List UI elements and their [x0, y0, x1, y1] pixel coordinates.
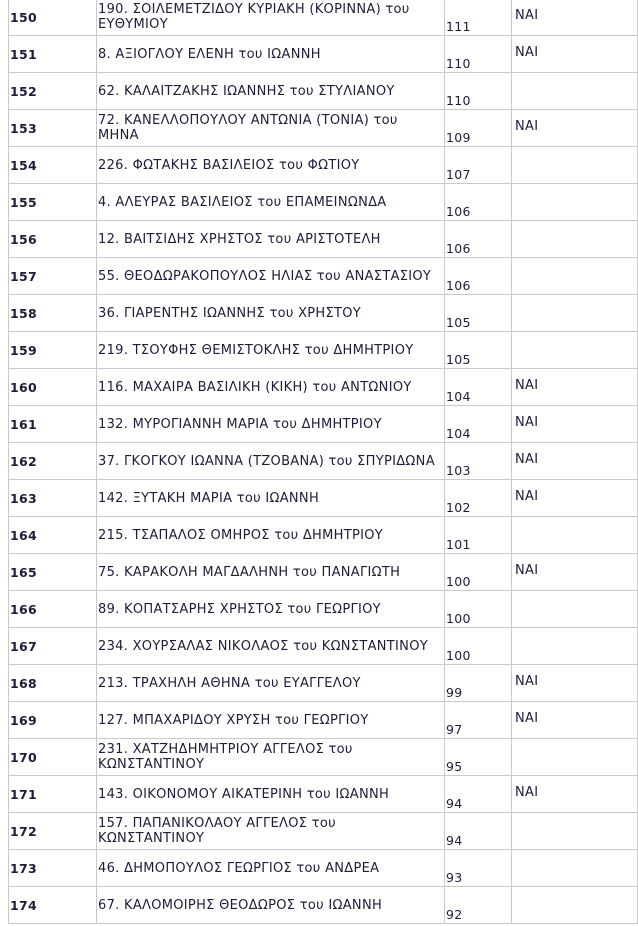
table-row: [9, 184, 638, 221]
candidate-cell: 46. ΔΗΜΟΠΟΥΛΟΣ ΓΕΩΡΓΙΟΣ του ΑΝΔΡΕΑ: [97, 850, 445, 887]
votes-cell: 94: [445, 813, 512, 850]
table-row: [9, 0, 638, 36]
votes-cell: 94: [445, 776, 512, 813]
candidate-cell: 215. ΤΣΑΠΑΛΟΣ ΟΜΗΡΟΣ του ΔΗΜΗΤΡΙΟΥ: [97, 517, 445, 554]
rank-cell: 163: [9, 480, 97, 517]
votes-cell: 93: [445, 850, 512, 887]
elected-cell: [512, 739, 638, 776]
candidate-cell: 231. ΧΑΤΖΗΔΗΜΗΤΡΙΟΥ ΑΓΓΕΛΟΣ του ΚΩΝΣΤΑΝΤΙΝΟΥ: [97, 739, 445, 776]
table-row: [9, 443, 638, 480]
candidate-cell: 219. ΤΣΟΥΦΗΣ ΘΕΜΙΣΤΟΚΛΗΣ του ΔΗΜΗΤΡΙΟΥ: [97, 332, 445, 369]
rank-cell: 159: [9, 332, 97, 369]
table-row: [9, 369, 638, 406]
votes-cell: 102: [445, 480, 512, 517]
elected-cell: [512, 887, 638, 924]
votes-cell: 110: [445, 36, 512, 73]
votes-cell: 106: [445, 221, 512, 258]
candidate-cell: 8. ΑΞΙΟΓΛΟΥ ΕΛΕΝΗ του ΙΩΑΝΝΗ: [97, 36, 445, 73]
votes-cell: 106: [445, 258, 512, 295]
rank-cell: 160: [9, 369, 97, 406]
candidate-cell: 89. ΚΟΠΑΤΣΑΡΗΣ ΧΡΗΣΤΟΣ του ΓΕΩΡΓΙΟΥ: [97, 591, 445, 628]
rank-cell: 169: [9, 702, 97, 739]
votes-cell: 99: [445, 665, 512, 702]
rank-cell: 151: [9, 36, 97, 73]
elected-cell: ΝΑΙ: [512, 702, 638, 739]
elected-cell: ΝΑΙ: [512, 480, 638, 517]
rank-cell: 165: [9, 554, 97, 591]
rank-cell: 158: [9, 295, 97, 332]
table-row: [9, 406, 638, 443]
candidate-cell: 72. ΚΑΝΕΛΛΟΠΟΥΛΟΥ ΑΝΤΩΝΙΑ (ΤΟΝΙΑ) του ΜΗΝΑ: [97, 110, 445, 147]
candidate-cell: 37. ΓΚΟΓΚΟΥ ΙΩΑΝΝΑ (ΤΖΟΒΑΝΑ) του ΣΠΥΡΙΔΩΝΑ: [97, 443, 445, 480]
rank-cell: 174: [9, 887, 97, 924]
votes-cell: 100: [445, 554, 512, 591]
elected-cell: ΝΑΙ: [512, 406, 638, 443]
votes-cell: 100: [445, 628, 512, 665]
votes-cell: 106: [445, 184, 512, 221]
table-row: [9, 702, 638, 739]
rank-cell: 171: [9, 776, 97, 813]
table-row: [9, 147, 638, 184]
elected-cell: [512, 591, 638, 628]
candidate-cell: 12. ΒΑΙΤΣΙΔΗΣ ΧΡΗΣΤΟΣ του ΑΡΙΣΤΟΤΕΛΗ: [97, 221, 445, 258]
table-row: [9, 295, 638, 332]
rank-cell: 156: [9, 221, 97, 258]
candidate-cell: 213. ΤΡΑΧΗΛΗ ΑΘΗΝΑ του ΕΥΑΓΓΕΛΟΥ: [97, 665, 445, 702]
table-row: [9, 258, 638, 295]
votes-cell: 109: [445, 110, 512, 147]
rank-cell: 167: [9, 628, 97, 665]
rank-cell: 166: [9, 591, 97, 628]
candidate-cell: 157. ΠΑΠΑΝΙΚΟΛΑΟΥ ΑΓΓΕΛΟΣ του ΚΩΝΣΤΑΝΤΙΝΟΥ: [97, 813, 445, 850]
votes-cell: 97: [445, 702, 512, 739]
rank-cell: 172: [9, 813, 97, 850]
votes-cell: 111: [445, 0, 512, 36]
candidate-cell: 75. ΚΑΡΑΚΟΛΗ ΜΑΓΔΑΛΗΝΗ του ΠΑΝΑΓΙΩΤΗ: [97, 554, 445, 591]
candidate-cell: 62. ΚΑΛΑΙΤΖΑΚΗΣ ΙΩΑΝΝΗΣ του ΣΤΥΛΙΑΝΟΥ: [97, 73, 445, 110]
elected-cell: [512, 221, 638, 258]
votes-cell: 103: [445, 443, 512, 480]
table-row: [9, 73, 638, 110]
elected-cell: [512, 258, 638, 295]
rank-cell: 162: [9, 443, 97, 480]
candidate-cell: 67. ΚΑΛΟΜΟΙΡΗΣ ΘΕΟΔΩΡΟΣ του ΙΩΑΝΝΗ: [97, 887, 445, 924]
elected-cell: ΝΑΙ: [512, 443, 638, 480]
table-row: [9, 221, 638, 258]
elected-cell: ΝΑΙ: [512, 776, 638, 813]
table-row: [9, 591, 638, 628]
elected-cell: [512, 813, 638, 850]
rank-cell: 153: [9, 110, 97, 147]
table-row: [9, 813, 638, 850]
table-row: [9, 332, 638, 369]
candidate-cell: 190. ΣΟΙΛΕΜΕΤΖΙΔΟΥ ΚΥΡΙΑΚΗ (ΚΟΡΙΝΝΑ) του ΕΥΘΥΜΙΟΥ: [97, 0, 445, 36]
elected-cell: [512, 850, 638, 887]
table-row: [9, 517, 638, 554]
candidate-cell: 4. ΑΛΕΥΡΑΣ ΒΑΣΙΛΕΙΟΣ του ΕΠΑΜΕΙΝΩΝΔΑ: [97, 184, 445, 221]
rank-cell: 170: [9, 739, 97, 776]
votes-cell: 101: [445, 517, 512, 554]
candidate-cell: 226. ΦΩΤΑΚΗΣ ΒΑΣΙΛΕΙΟΣ του ΦΩΤΙΟΥ: [97, 147, 445, 184]
rank-cell: 154: [9, 147, 97, 184]
table-row: [9, 36, 638, 73]
candidate-cell: 127. ΜΠΑΧΑΡΙΔΟΥ ΧΡΥΣΗ του ΓΕΩΡΓΙΟΥ: [97, 702, 445, 739]
elected-cell: [512, 73, 638, 110]
rank-cell: 161: [9, 406, 97, 443]
results-table: [8, 0, 638, 924]
votes-cell: 105: [445, 295, 512, 332]
votes-cell: 104: [445, 406, 512, 443]
candidate-cell: 234. ΧΟΥΡΣΑΛΑΣ ΝΙΚΟΛΑΟΣ του ΚΩΝΣΤΑΝΤΙΝΟΥ: [97, 628, 445, 665]
elected-cell: ΝΑΙ: [512, 665, 638, 702]
rank-cell: 152: [9, 73, 97, 110]
table-row: [9, 554, 638, 591]
rank-cell: 150: [9, 0, 97, 36]
candidate-cell: 55. ΘΕΟΔΩΡΑΚΟΠΟΥΛΟΣ ΗΛΙΑΣ του ΑΝΑΣΤΑΣΙΟΥ: [97, 258, 445, 295]
candidate-cell: 116. ΜΑΧΑΙΡΑ ΒΑΣΙΛΙΚΗ (ΚΙΚΗ) του ΑΝΤΩΝΙΟΥ: [97, 369, 445, 406]
votes-cell: 100: [445, 591, 512, 628]
elected-cell: ΝΑΙ: [512, 0, 638, 36]
candidate-cell: 36. ΓΙΑΡΕΝΤΗΣ ΙΩΑΝΝΗΣ του ΧΡΗΣΤΟΥ: [97, 295, 445, 332]
rank-cell: 173: [9, 850, 97, 887]
votes-cell: 95: [445, 739, 512, 776]
elected-cell: ΝΑΙ: [512, 36, 638, 73]
elected-cell: [512, 332, 638, 369]
table-row: [9, 739, 638, 776]
candidate-cell: 143. ΟΙΚΟΝΟΜΟΥ ΑΙΚΑΤΕΡΙΝΗ του ΙΩΑΝΝΗ: [97, 776, 445, 813]
elected-cell: [512, 517, 638, 554]
table-row: [9, 665, 638, 702]
elected-cell: ΝΑΙ: [512, 554, 638, 591]
rank-cell: 168: [9, 665, 97, 702]
elected-cell: [512, 184, 638, 221]
votes-cell: 107: [445, 147, 512, 184]
votes-cell: 92: [445, 887, 512, 924]
elected-cell: [512, 628, 638, 665]
table-row: [9, 110, 638, 147]
rank-cell: 155: [9, 184, 97, 221]
elected-cell: [512, 295, 638, 332]
candidate-cell: 142. ΞΥΤΑΚΗ ΜΑΡΙΑ του ΙΩΑΝΝΗ: [97, 480, 445, 517]
elected-cell: ΝΑΙ: [512, 369, 638, 406]
table-row: [9, 850, 638, 887]
votes-cell: 104: [445, 369, 512, 406]
table-row: [9, 628, 638, 665]
elected-cell: [512, 147, 638, 184]
elected-cell: ΝΑΙ: [512, 110, 638, 147]
results-table-body: [9, 0, 638, 924]
votes-cell: 105: [445, 332, 512, 369]
table-row: [9, 887, 638, 924]
votes-cell: 110: [445, 73, 512, 110]
candidate-cell: 132. ΜΥΡΟΓΙΑΝΝΗ ΜΑΡΙΑ του ΔΗΜΗΤΡΙΟΥ: [97, 406, 445, 443]
table-row: [9, 776, 638, 813]
table-row: [9, 480, 638, 517]
rank-cell: 164: [9, 517, 97, 554]
rank-cell: 157: [9, 258, 97, 295]
